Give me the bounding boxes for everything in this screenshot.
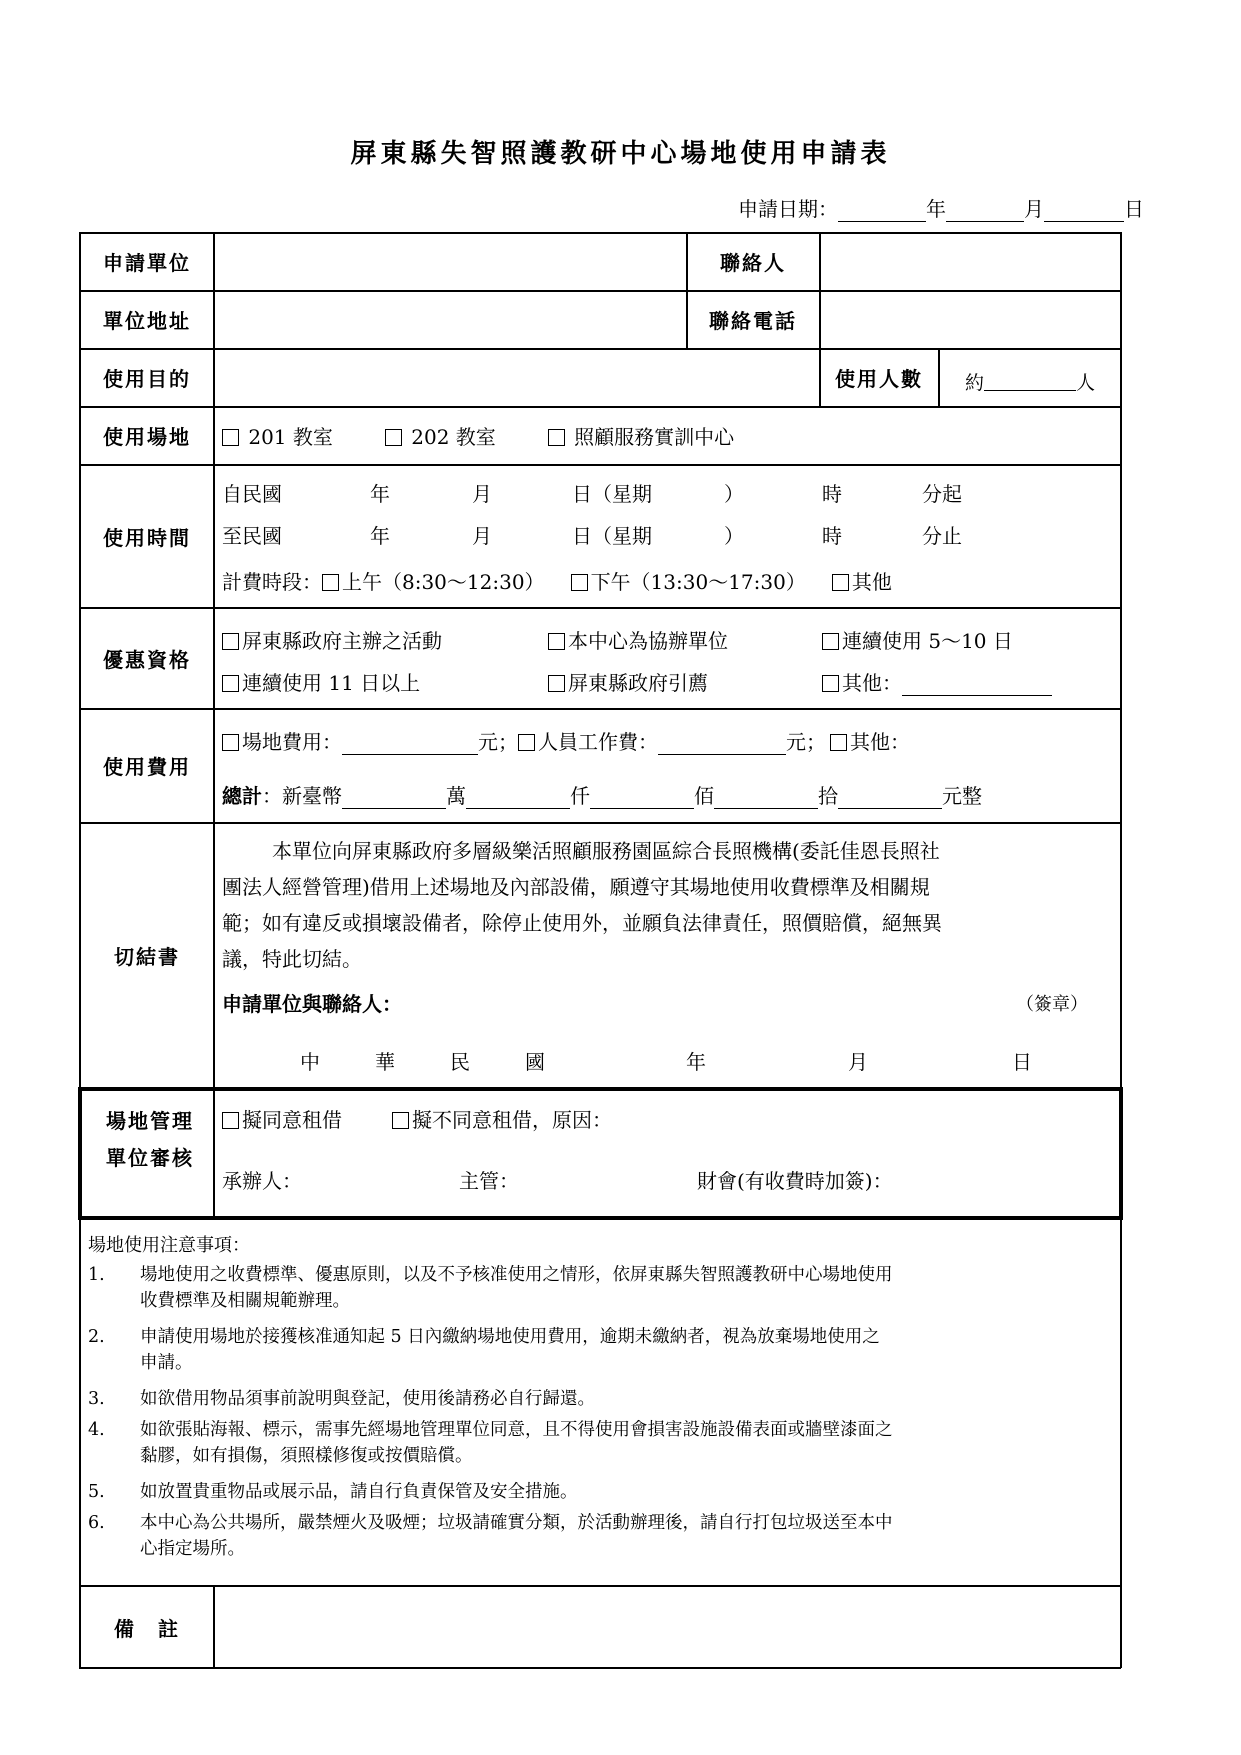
qian-unit: 仟 — [570, 784, 590, 808]
discount-option-5[interactable] — [548, 667, 708, 696]
checkbox-icon[interactable] — [548, 633, 565, 650]
total-prefix: ：新臺幣 — [262, 784, 342, 808]
venue-202-label: 202 教室 — [411, 425, 496, 449]
note-item-1 — [88, 1262, 1118, 1314]
application-date-label: 申請日期： — [738, 197, 838, 221]
date-char-min: 民 — [450, 1050, 470, 1074]
time-from-year: 年 — [370, 482, 390, 506]
note-item-5 — [88, 1479, 1118, 1505]
time-from-prefix: 自民國 — [222, 482, 282, 506]
review-supervisor: 主管： — [459, 1169, 519, 1193]
checkbox-icon[interactable] — [222, 675, 239, 692]
remarks-label: 備 註 — [114, 1616, 180, 1641]
time-from-hour: 時 — [822, 482, 842, 506]
contact-label: 聯絡人 — [720, 251, 786, 275]
pledge-line-2: 團法人經營管理)借用上述場地及內部設備，願遵守其場地使用收費標準及相關規 — [222, 875, 930, 899]
discount-option-6-label: 其他： — [842, 671, 902, 695]
note-number: 2. — [88, 1327, 105, 1347]
checkbox-icon[interactable] — [832, 574, 849, 591]
yuan-blank[interactable] — [838, 790, 942, 809]
venue-201-label: 201 教室 — [248, 425, 333, 449]
note-number: 5. — [88, 1482, 105, 1502]
pledge-line-4: 議，特此切結。 — [222, 947, 362, 971]
time-to-prefix: 至民國 — [222, 524, 282, 548]
day-blank[interactable] — [1044, 201, 1124, 222]
venue-fee-label: 場地費用： — [242, 730, 342, 754]
checkbox-icon[interactable] — [518, 734, 535, 751]
date-day: 日 — [1012, 1050, 1032, 1074]
note-item-2 — [88, 1324, 1118, 1376]
page-title: 屏東縣失智照護教研中心場地使用申請表 — [350, 139, 891, 169]
checkbox-icon[interactable] — [830, 734, 847, 751]
discount-option-3[interactable] — [822, 625, 1013, 654]
date-year: 年 — [686, 1050, 706, 1074]
checkbox-icon[interactable] — [392, 1112, 409, 1129]
bai-blank[interactable] — [590, 790, 694, 809]
discount-option-5-label: 屏東縣政府引薦 — [568, 671, 708, 695]
review-label-line-2: 單位審核 — [106, 1146, 194, 1170]
review-disagree: 擬不同意租借，原因： — [412, 1108, 612, 1132]
pledge-seal: （簽章） — [1016, 994, 1088, 1015]
note-text-line-1: 如欲借用物品須事前說明與登記，使用後請務必自行歸還。 — [140, 1389, 595, 1409]
checkbox-icon[interactable] — [222, 734, 239, 751]
purpose-label: 使用目的 — [103, 367, 191, 391]
count-field[interactable] — [965, 359, 1115, 404]
checkbox-icon[interactable] — [571, 574, 588, 591]
fee-items-row — [222, 726, 910, 755]
yuan-end-unit: 元整 — [942, 784, 982, 808]
discount-option-3-label: 連續使用 5～10 日 — [842, 629, 1013, 653]
review-options — [222, 1104, 612, 1133]
time-from-close: ） — [724, 482, 744, 506]
note-text-line-1: 如欲張貼海報、標示，需事先經場地管理單位同意，且不得使用會損害設施設備表面或牆壁漆面之 — [140, 1420, 893, 1440]
note-text-line-2: 申請。 — [140, 1353, 193, 1373]
year-blank[interactable] — [838, 201, 926, 222]
staff-fee-blank[interactable] — [658, 736, 786, 755]
review-accounting: 財會(有收費時加簽)： — [697, 1169, 893, 1193]
note-item-6 — [88, 1510, 1118, 1562]
billing-morning: 上午（8:30～12:30） — [342, 570, 545, 594]
billing-other: 其他 — [851, 570, 892, 594]
billing-label: 計費時段： — [222, 570, 322, 594]
note-text-line-2: 收費標準及相關規範辦理。 — [140, 1291, 350, 1311]
notes-heading: 場地使用注意事項： — [88, 1235, 250, 1256]
month-unit: 月 — [1024, 197, 1044, 221]
note-text-line-2: 黏膠，如有損傷，須照樣修復或按價賠償。 — [140, 1446, 473, 1466]
address-field[interactable] — [215, 291, 686, 348]
time-from-weekday: 日（星期 — [572, 482, 652, 506]
date-month: 月 — [848, 1050, 868, 1074]
total-label: 總計 — [222, 784, 262, 808]
note-number: 6. — [88, 1513, 105, 1533]
checkbox-icon[interactable] — [822, 633, 839, 650]
discount-option-1-label: 屏東縣政府主辦之活動 — [242, 629, 442, 653]
year-unit: 年 — [926, 197, 946, 221]
day-unit: 日 — [1124, 197, 1144, 221]
other-fee-label: 其他： — [850, 730, 910, 754]
time-from-month: 月 — [472, 482, 492, 506]
venue-training-label: 照顧服務實訓中心 — [574, 425, 735, 449]
venue-fee-blank[interactable] — [342, 736, 478, 755]
time-from-minute: 分起 — [922, 482, 962, 506]
checkbox-icon[interactable] — [222, 429, 239, 446]
remarks-field[interactable] — [215, 1587, 1120, 1667]
discount-option-4[interactable] — [222, 667, 420, 696]
bai-unit: 佰 — [694, 784, 714, 808]
discount-option-6[interactable] — [822, 667, 1052, 696]
date-char-hua: 華 — [375, 1050, 395, 1074]
time-to-year: 年 — [370, 524, 390, 548]
checkbox-icon[interactable] — [548, 675, 565, 692]
staff-fee-unit: 元； — [786, 730, 826, 754]
pledge-label: 切結書 — [114, 944, 180, 969]
venue-fee-unit: 元； — [478, 730, 518, 754]
pledge-signer: 申請單位與聯絡人： — [222, 992, 402, 1016]
discount-label: 優惠資格 — [103, 647, 191, 672]
note-number: 4. — [88, 1420, 105, 1440]
note-item-4 — [88, 1417, 1118, 1469]
venue-option-201[interactable] — [222, 421, 333, 450]
review-handler: 承辦人： — [222, 1169, 302, 1193]
staff-fee-label: 人員工作費： — [538, 730, 658, 754]
date-char-guo: 國 — [525, 1050, 545, 1074]
venue-option-202[interactable] — [385, 421, 496, 450]
billing-afternoon: 下午（13:30～17:30） — [590, 570, 806, 594]
venue-label: 使用場地 — [103, 425, 191, 449]
count-label: 使用人數 — [835, 367, 923, 391]
venue-options — [222, 407, 1112, 464]
time-to-hour: 時 — [822, 524, 842, 548]
review-label-line-1: 場地管理 — [106, 1109, 194, 1133]
checkbox-icon[interactable] — [822, 675, 839, 692]
time-label: 使用時間 — [103, 525, 191, 550]
note-text-line-1: 場地使用之收費標準、優惠原則，以及不予核准使用之情形，依屏東縣失智照護教研中心場地使用 — [140, 1265, 893, 1285]
pledge-line-1: 本單位向屏東縣政府多層級樂活照顧服務園區綜合長照機構(委託佳恩長照社 — [272, 839, 940, 863]
note-text-line-2: 心指定場所。 — [140, 1539, 245, 1559]
time-to-close: ） — [724, 524, 744, 548]
billing-row — [222, 566, 892, 595]
qian-blank[interactable] — [466, 790, 570, 809]
time-to-minute: 分止 — [922, 524, 962, 548]
checkbox-icon[interactable] — [222, 633, 239, 650]
checkbox-icon[interactable] — [322, 574, 339, 591]
time-to-month: 月 — [472, 524, 492, 548]
phone-label: 聯絡電話 — [709, 309, 797, 333]
count-suffix: 人 — [1076, 372, 1096, 394]
note-item-3 — [88, 1386, 1118, 1412]
month-blank[interactable] — [946, 201, 1024, 222]
checkbox-icon[interactable] — [548, 429, 565, 446]
address-label: 單位地址 — [103, 309, 191, 333]
shi-blank[interactable] — [714, 790, 818, 809]
time-to-weekday: 日（星期 — [572, 524, 652, 548]
count-blank[interactable] — [984, 372, 1076, 391]
application-date — [738, 193, 1144, 222]
discount-other-blank[interactable] — [902, 677, 1052, 696]
fee-total-row — [222, 780, 982, 809]
unit-label: 申請單位 — [103, 251, 191, 275]
checkbox-icon[interactable] — [222, 1112, 239, 1129]
checkbox-icon[interactable] — [385, 429, 402, 446]
discount-option-1[interactable] — [222, 625, 442, 654]
note-text-line-1: 本中心為公共場所，嚴禁煙火及吸煙；垃圾請確實分類，於活動辦理後，請自行打包垃圾送至本中 — [140, 1513, 893, 1533]
count-prefix: 約 — [965, 372, 985, 394]
wan-unit: 萬 — [446, 784, 466, 808]
unit-field[interactable] — [215, 233, 686, 290]
note-text-line-1: 如放置貴重物品或展示品，請自行負責保管及安全措施。 — [140, 1482, 578, 1502]
venue-option-training[interactable] — [548, 421, 734, 450]
note-number: 3. — [88, 1389, 105, 1409]
discount-option-2-label: 本中心為協辦單位 — [568, 629, 728, 653]
date-char-zhong: 中 — [300, 1050, 320, 1074]
pledge-line-3: 範；如有違反或損壞設備者，除停止使用外，並願負法律責任，照價賠償，絕無異 — [222, 911, 942, 935]
discount-option-2[interactable] — [548, 625, 728, 654]
review-agree: 擬同意租借 — [242, 1108, 342, 1132]
note-text-line-1: 申請使用場地於接獲核准通知起 5 日內繳納場地使用費用，逾期未繳納者，視為放棄場地使用之 — [140, 1327, 880, 1347]
discount-option-4-label: 連續使用 11 日以上 — [242, 671, 421, 695]
note-number: 1. — [88, 1265, 105, 1285]
fee-label: 使用費用 — [103, 755, 191, 779]
purpose-field[interactable] — [215, 349, 819, 406]
phone-field[interactable] — [821, 291, 1120, 348]
contact-field[interactable] — [821, 233, 1120, 290]
wan-blank[interactable] — [342, 790, 446, 809]
shi-unit: 拾 — [818, 784, 838, 808]
